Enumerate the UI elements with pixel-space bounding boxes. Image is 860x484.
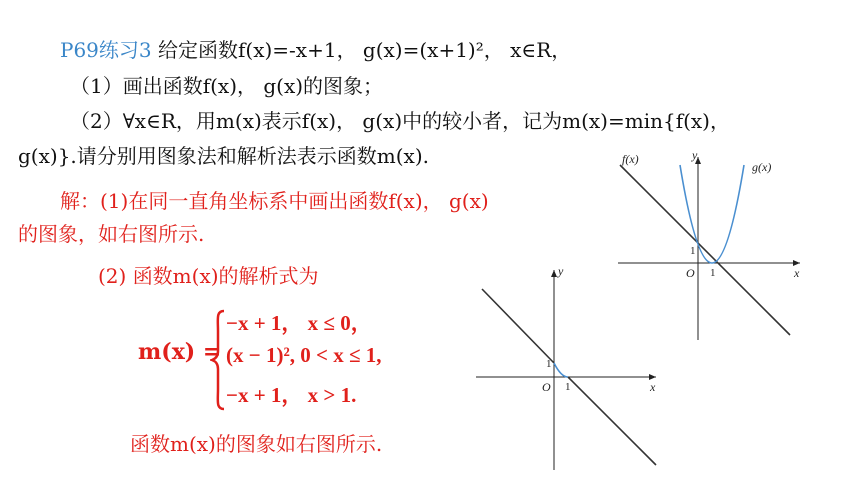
- m-left-line: [482, 289, 554, 363]
- graph-m: [470, 265, 670, 475]
- problem-line-4: g(x)}.请分别用图象法和解析法表示函数m(x).: [18, 144, 429, 168]
- left-brace-icon: [210, 309, 226, 411]
- problem-line-2: （1）画出函数f(x)， g(x)的图象；: [70, 74, 384, 98]
- one-x-label: 1: [565, 381, 571, 393]
- one-y-label: 1: [690, 245, 696, 257]
- m-parabola-piece: [554, 363, 568, 377]
- exercise-tag: P69练习3: [60, 38, 152, 62]
- f-label: f(x): [622, 152, 639, 166]
- solution-label: 解：: [60, 189, 100, 213]
- solution-part2-intro: (2) 函数m(x)的解析式为: [98, 264, 319, 288]
- solution-conclusion: 函数m(x)的图象如右图所示.: [130, 432, 383, 456]
- solution-part1-line-2: 的图象，如右图所示.: [18, 222, 205, 246]
- problem-given: 给定函数f(x)=-x+1， g(x)=(x+1)²， x∈R，: [158, 38, 572, 62]
- one-y-label: 1: [546, 358, 552, 370]
- y-axis-label: y: [558, 265, 564, 278]
- origin-label: O: [686, 266, 695, 280]
- m-right-line: [568, 377, 656, 465]
- y-arrow-icon: [551, 270, 557, 277]
- g-label: g(x): [752, 160, 772, 174]
- x-axis-label: x: [650, 380, 656, 394]
- x-axis-label: x: [794, 266, 800, 280]
- formula-lhs: m(x) =: [138, 339, 222, 365]
- case-2: (x − 1)², 0 < x ≤ 1,: [226, 343, 382, 367]
- solution-part1-text: (1)在同一直角坐标系中画出函数f(x)， g(x): [100, 189, 489, 213]
- solution-part1-line-1: [60, 185, 489, 214]
- case-1: −x + 1， x ≤ 0，: [226, 311, 372, 335]
- case-3: −x + 1， x > 1.: [226, 383, 357, 407]
- problem-line-3: （2）∀x∈R，用m(x)表示f(x)， g(x)中的较小者，记为m(x)=min{f(x)，: [70, 109, 730, 133]
- origin-label: O: [542, 380, 551, 394]
- y-axis-label: y: [692, 148, 698, 162]
- problem-line-1: [60, 34, 571, 63]
- piecewise-formula: [130, 305, 430, 415]
- one-x-label: 1: [710, 267, 716, 279]
